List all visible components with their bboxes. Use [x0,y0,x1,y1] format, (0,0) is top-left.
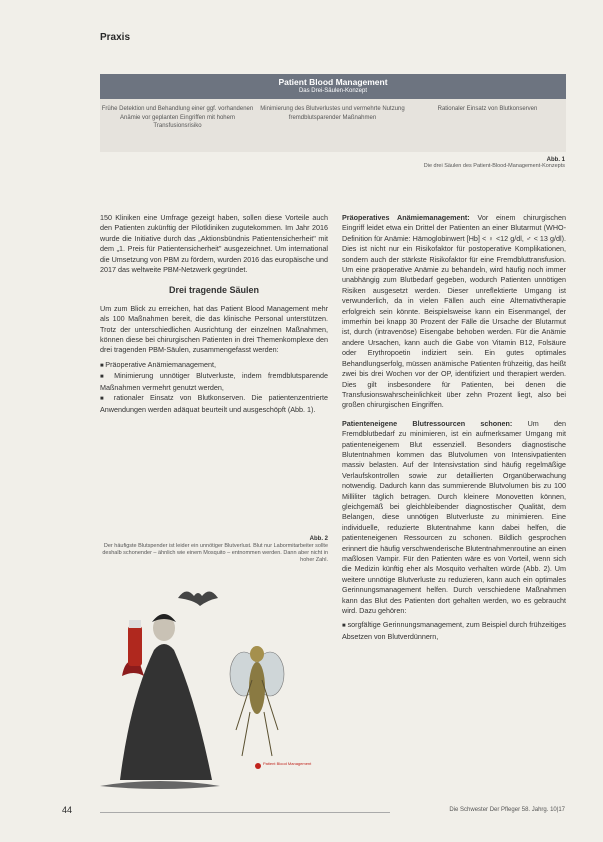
pbm-title: Patient Blood Management [278,77,388,87]
left-paragraph-2: Um zum Blick zu erreichen, hat das Patient Blood Management mehr als 100 Maßnahmen bereit, die das klinische Personal unterstützen. Trotz der unterschiedlichen Ausrichtung der einzelnen Maßnahmen, können diese bei chirurgischen Patienten in drei Themenkomplexe den drei tragenden PBM-Säulen, zusammengefasst werden: [100,303,328,355]
figure-1-text: Die drei Säulen des Patient-Blood-Management-Konzepts [423,163,565,169]
right-bullet-list [342,620,566,642]
vampire-mosquito-illustration [100,580,328,802]
right-paragraph-2 [342,419,566,617]
blood-drop-logo-icon [255,763,261,769]
right-paragraph-2-text: Um den Fremdblutbedarf zu minimieren, ist ein aufmerksamer Umgang mit patienteneigenem Blut essenziell. Besonders diagnostische Blutentnahmen kommen das Blutvolumen von Intensivpatienten massiv belasten. Auf der Intensivstation sind häufig regelmäßige Verlaufskontrollen sowie zur detaillierten Organüberwachung notwendig. Dadurch kann das summierende Blutvolumen bis zu 100 Milliliter täglich betragen. Durch kleinere Monovetten können, gleichgemäß bei gleichbleibender diagnostischer Qualität, dem Belangen, diese unnötigen Blutverluste zu minimieren. Eine individuelle, reduzierte Blutentnahme kann dabei helfen, die patienteneigenen Ressourcen zu schonen. Bildlich gesprochen erinnert die häufig verschwenderische Blutentnahmenroutine an einen maßlosen Vampir. Für den Patienten wäre es von Vorteil, wenn sich die Medizin künftig eher als Mosquito verhalten würde (Abb. 2). Um weitere unnötige Blutverluste zu reduzieren, kann auch ein optimales Gerinnungsmanagement helfen. Durch verschiedene Maßnahmen kann das Blut des Patienten dort gehalten werden, wo es gebraucht wird. Dazu gehören: [342,418,567,616]
pillar-bullet-list [100,360,328,415]
left-column [100,213,328,415]
blood-bag-icon [128,626,142,666]
page-number: 44 [62,805,73,815]
footer-divider [100,812,390,813]
figure-2-text: Der häufigste Blutspender ist leider ein unnötiger Blutverlust. Blut nur Labormitarbeiter sollte deshalb schonender – ähnlich wie einem Mosquito – entnommen werden. Dann aber nicht in hoher Zahl. [102,543,328,563]
pillar-transfusion: Rationaler Einsatz von Blutkonserven [437,106,538,112]
pillar-blood-loss: Minimierung des Blutverlustes und vermehrte Nutzung fremdblutsparender Maßnahmen [260,106,405,121]
figure-1-caption [424,157,565,169]
bat-icon [178,591,218,606]
right-column [342,213,566,642]
bullet-item: ■ sorgfältige Gerinnungsmanagement, zum Beispiel durch frühzeitiges Absetzen von Blutverdünnern, [342,620,566,642]
right-paragraph-1-text: Vor einem chirurgischen Eingriff leidet etwa ein Drittel der Patienten an einer Blutarmut (WHO-Definition für Anämie: Hämoglobinwert [Hb] < ♀ <12 g/dl, ♂ < 13 g/dl). Dies ist nicht nur ein Risikofaktor für postoperative Komplikationen, sondern auch der stärkste Risikofaktor für eine Fremdbluttransfusion. Um eine präoperative Anämie zu behandeln, wird häufig noch immer unabhängig zum Blutbedarf gegeben, wodurch Patienten unnötigen Risiken ausgesetzt werden. Dieser unreflektierte Umgang ist verwunderlich, da in vielen Fällen auch eine Alternativtherapie erfolgreich sein könnte. Beispielsweise kann ein Eisenmangel, der immerhin bei knapp 30 Prozent der Fälle die Ursache der Blutarmut ist, durch (intravenöse) Eisengabe behoben werden. Für die Anämie andere Ursachen, kann auch die Gabe von Vitamin B12, Folsäure oder Erythropoetin indiziert sein. Ein gutes optimales Behandlungserfolg, müssen anämische Patienten frühzeitig, das heißt zwei bis drei Wochen vor der OP, identifiziert und therapiert werden. Dies gilt insbesondere für Patienten, bei denen die Transfusionswahrscheinlichkeit über zehn Prozent liegt, also bei großen chirurgischen Eingriffen. [342,213,567,410]
mosquito-head [250,646,264,662]
pbm-header [100,74,566,99]
journal-footer: Die Schwester Der Pfleger 58. Jahrg. 10|17 [449,807,565,813]
bullet-item: ■ Präoperative Anämiemanagement, [100,360,328,371]
bullet-item: ■ Minimierung unnötiger Blutverluste, indem fremdblutsparende Maßnahmen vermehrt genutzt werden, [100,371,328,393]
mosquito-body [249,662,265,714]
pbm-concept-box [100,74,566,152]
blood-bag-cap [129,620,141,628]
figure-1-label: Abb. 1 [546,157,565,163]
pbm-pillars [100,99,566,131]
bullet-item: ■ rationaler Einsatz von Blutkonserven. Die patientenzentrierte Anwendungen werden adäquat beurteilt und ausgeschöpft (Abb. 1). [100,393,328,415]
left-paragraph-1: 150 Kliniken eine Umfrage gezeigt haben, sollen diese Vorteile auch den Patienten zukünftig der Pilotkliniken zugutekommen. Im Jahr 2016 wurde die Initiative durch das „Aktionsbündnis Patientensicherheit" mit dem „1. Preis für Patientensicherheit" ausgezeichnet. Um international die Umsetzung von PBM zu fördern, wurden 2016 das europäische und 2017 das weltweite PBM-Netzwerk gegründet. [100,213,328,275]
section-label: Praxis [100,32,131,43]
pbm-logo-text: Patient Blood Management [263,761,312,766]
pbm-subtitle: Das Drei-Säulen-Konzept [298,88,368,94]
ground-shadow [100,781,220,789]
figure-2-caption [100,536,328,564]
right-paragraph-2-lead: Patienteneigene Blutressourcen schonen: [342,418,513,428]
figure-2-label: Abb. 2 [309,536,328,542]
right-paragraph-1-lead: Präoperatives Anämiemanagement: [342,213,470,222]
section-heading: Drei tragende Säulen [168,285,260,296]
pillar-anemia: Frühe Detektion und Behandlung einer ggf. vorhandenen Anämie vor geplanten Eingriffen mit hohem Transfusionsrisiko [101,106,254,129]
right-paragraph-1 [342,213,566,411]
